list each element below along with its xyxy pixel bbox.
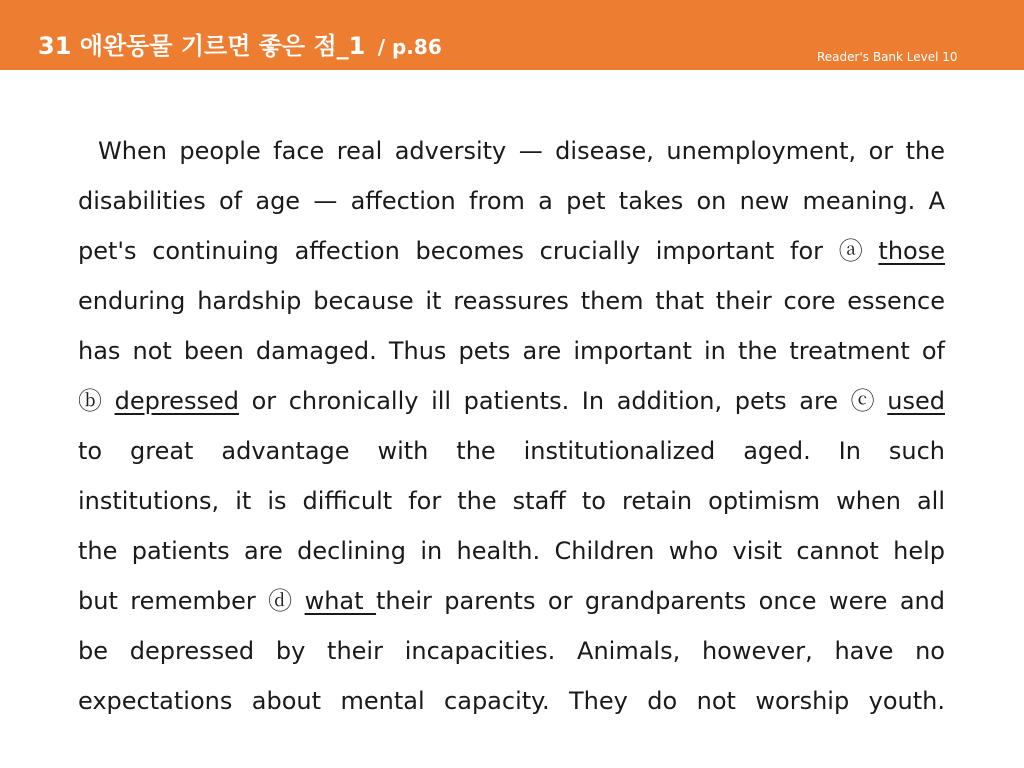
- marker-d: ⓓ: [268, 587, 293, 615]
- text-run: disabilities of age — affection from a pet takes on new meaning. A: [78, 187, 945, 215]
- underlined-word-a: those: [878, 237, 945, 265]
- text-run: to great advantage with the institutionalized aged. In such: [78, 437, 945, 465]
- passage-line: [78, 626, 945, 676]
- passage-line: [78, 376, 945, 426]
- underlined-word-c: used: [887, 387, 945, 415]
- text-run: institutions, it is difficult for the staff to retain optimism when all: [78, 487, 945, 515]
- passage-line: [78, 676, 945, 726]
- underlined-word-b: depressed: [114, 387, 239, 415]
- text-run: or chronically ill patients. In addition, pets are: [238, 387, 851, 415]
- text-run: but remember: [78, 587, 269, 615]
- passage-line: [78, 426, 945, 476]
- book-subtitle: Reader's Bank Level 10: [817, 50, 958, 64]
- passage-line: [78, 326, 945, 376]
- passage-line: [78, 526, 945, 576]
- marker-b: ⓑ: [78, 387, 102, 415]
- passage-line: [78, 276, 945, 326]
- text-run: their parents or grandparents once were and: [375, 587, 945, 615]
- passage-line: [78, 476, 945, 526]
- text-run: expectations about mental capacity. They do not worship youth.: [78, 687, 945, 715]
- marker-a: ⓐ: [838, 237, 863, 265]
- text-run: When people face real adversity — disease, unemployment, or the: [98, 137, 945, 165]
- underlined-word-d: what: [304, 587, 376, 615]
- passage-line: [78, 576, 945, 626]
- passage-line: [78, 226, 945, 276]
- page-reference: / p.86: [377, 35, 442, 59]
- marker-c: ⓒ: [850, 387, 875, 415]
- text-run: has not been damaged. Thus pets are important in the treatment of: [78, 337, 945, 365]
- passage-line: [78, 126, 945, 176]
- passage-line: [78, 176, 945, 226]
- text-run: enduring hardship because it reassures them that their core essence: [78, 287, 945, 315]
- passage: [78, 126, 945, 726]
- text-run: the patients are declining in health. Children who visit cannot help: [78, 537, 945, 565]
- text-run: be depressed by their incapacities. Animals, however, have no: [78, 637, 945, 665]
- header-bar: [0, 0, 1024, 70]
- page-title: [38, 30, 442, 63]
- title-text: 31 애완동물 기르면 좋은 점_1: [38, 32, 366, 60]
- text-run: pet's continuing affection becomes crucially important for: [78, 237, 839, 265]
